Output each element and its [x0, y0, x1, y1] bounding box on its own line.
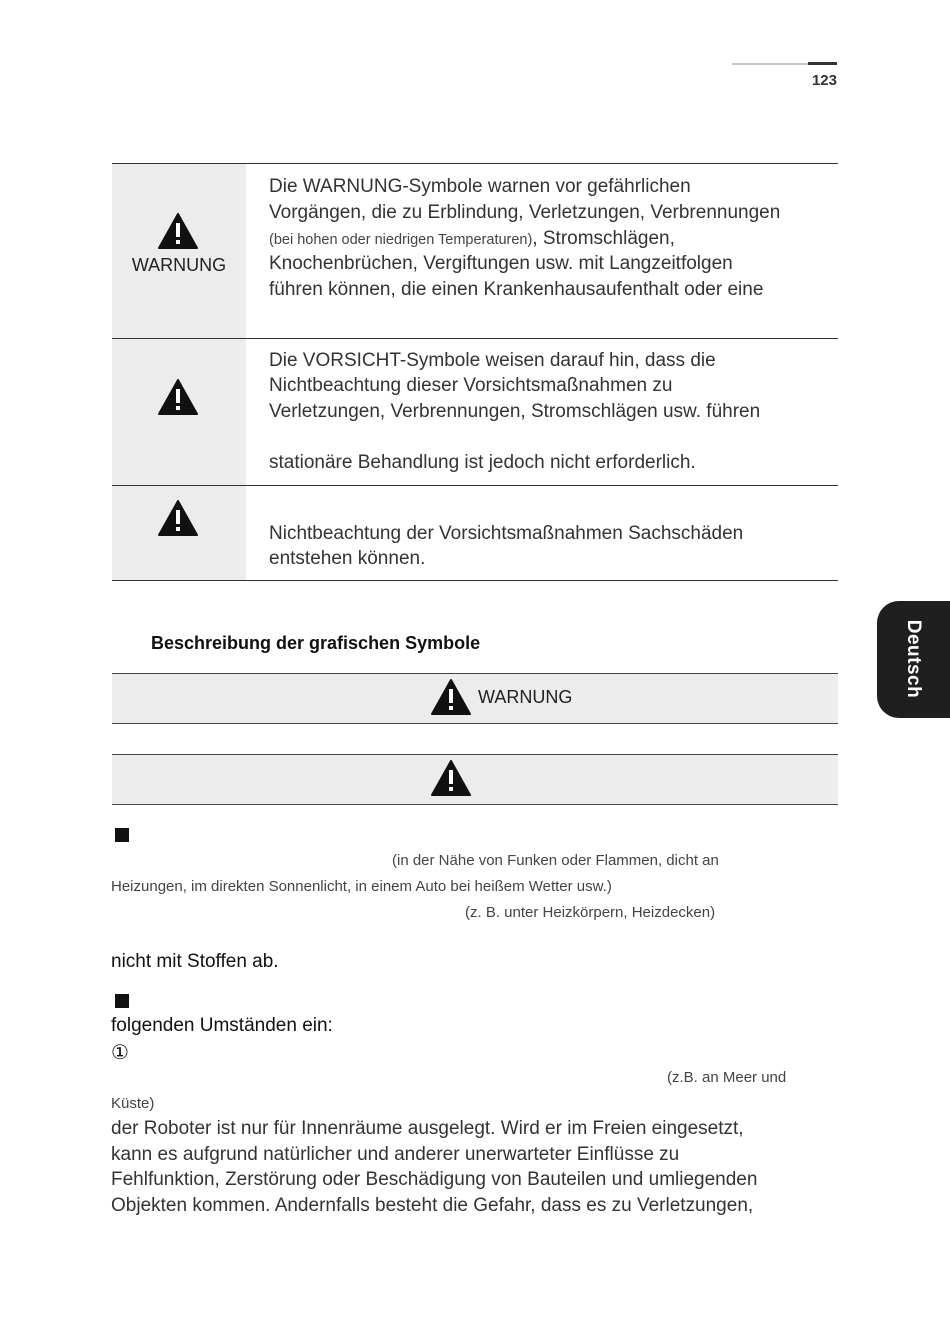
warning-text-line: Die WARNUNG-Symbole warnen vor gefährlichen [269, 176, 691, 197]
table-rule [112, 580, 838, 581]
warning-text-line: Knochenbrüchen, Vergiftungen usw. mit Langzeitfolgen [269, 253, 733, 274]
warning-triangle-icon [158, 500, 198, 536]
caution-text-line: Die VORSICHT-Symbole weisen darauf hin, dass die [269, 350, 716, 371]
paragraph-text: nicht mit Stoffen ab. [111, 951, 279, 972]
paragraph-small-text: Heizungen, im direkten Sonnenlicht, in einem Auto bei heißem Wetter usw.) [111, 878, 612, 895]
warning-text-small: (bei hohen oder niedrigen Temperaturen) [269, 232, 533, 248]
warning-text-line [269, 226, 675, 252]
notice-text-line: entstehen können. [269, 548, 426, 569]
paragraph-small-text: (z. B. unter Heizkörpern, Heizdecken) [465, 904, 716, 921]
page-number: 123 [811, 72, 837, 89]
warning-triangle-icon [431, 760, 471, 796]
notice-text-line: Nichtbeachtung der Vorsichtsmaßnahmen Sachschäden [269, 523, 744, 544]
paragraph-small-text: Küste) [111, 1095, 155, 1112]
table-row-warning-icon-cell [112, 164, 246, 338]
list-item-marker: ① [111, 1042, 129, 1064]
paragraph-small-text: (in der Nähe von Funken oder Flammen, dicht an [392, 852, 719, 869]
header-rule-accent [808, 62, 837, 65]
paragraph-text: folgenden Umständen ein: [111, 1015, 333, 1036]
paragraph-small-text: (z.B. an Meer und [667, 1069, 787, 1086]
paragraph-text: kann es aufgrund natürlicher und anderer unerwarteter Einflüsse zu [111, 1144, 680, 1165]
caution-text-line: stationäre Behandlung ist jedoch nicht erforderlich. [269, 452, 696, 473]
language-tab-label: Deutsch [903, 619, 924, 699]
caution-text-line: Verletzungen, Verbrennungen, Stromschlägen usw. führen [269, 401, 761, 422]
warning-triangle-icon [431, 679, 471, 715]
warning-text-inline: , Stromschlägen, [532, 228, 675, 249]
square-bullet-icon [115, 994, 129, 1008]
warning-triangle-icon [158, 213, 198, 249]
paragraph-text: Objekten kommen. Andernfalls besteht die Gefahr, dass es zu Verletzungen, [111, 1195, 754, 1216]
symbol-row-warning [112, 673, 838, 724]
language-tab [877, 601, 950, 718]
warning-triangle-icon [158, 379, 198, 415]
square-bullet-icon [115, 828, 129, 842]
section-title: Beschreibung der grafischen Symbole [151, 633, 481, 653]
paragraph-text: der Roboter ist nur für Innenräume ausgelegt. Wird er im Freien eingesetzt, [111, 1118, 744, 1139]
symbol-row-caution [112, 754, 838, 805]
warning-text-line: Vorgängen, die zu Erblindung, Verletzungen, Verbrennungen [269, 202, 781, 223]
paragraph-text: Fehlfunktion, Zerstörung oder Beschädigung von Bauteilen und umliegenden [111, 1169, 758, 1190]
caution-text-line: Nichtbeachtung dieser Vorsichtsmaßnahmen zu [269, 375, 673, 396]
warning-label: WARNUNG [131, 255, 227, 275]
warning-text-line: führen können, die einen Krankenhausaufenthalt oder eine [269, 279, 764, 300]
symbol-row-label: WARNUNG [478, 687, 573, 707]
header-rule [732, 63, 808, 65]
